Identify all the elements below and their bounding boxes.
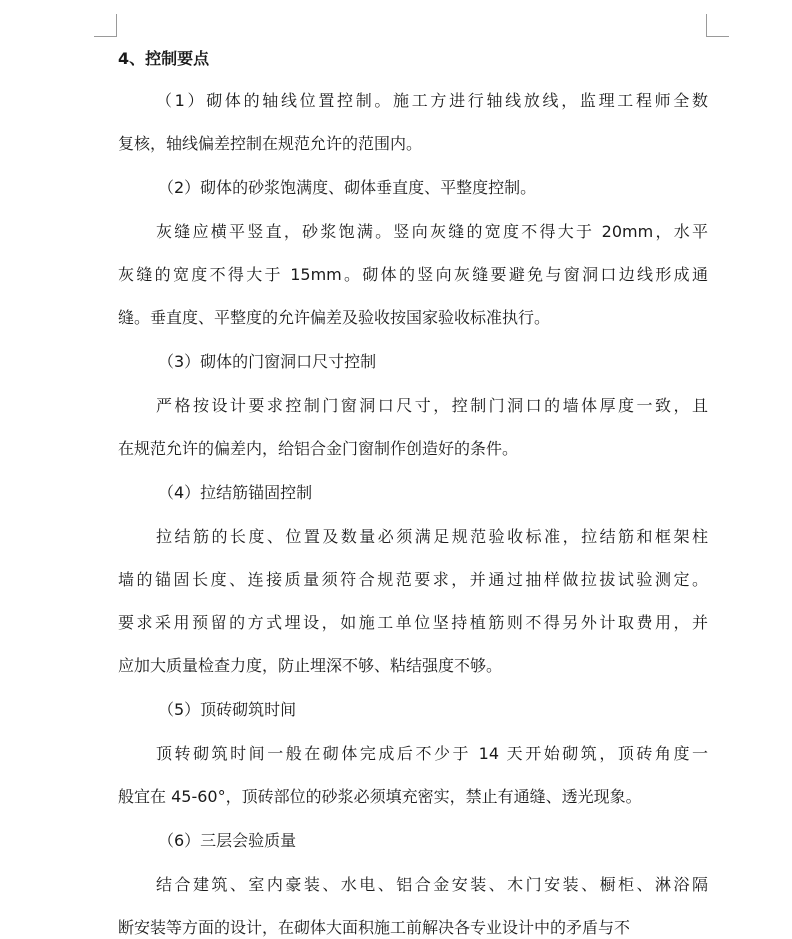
paragraph-line: 严格按设计要求控制门窗洞口尺寸，控制门洞口的墙体厚度一致，且 bbox=[156, 396, 708, 415]
paragraph-line: 灰缝应横平竖直，砂浆饱满。竖向灰缝的宽度不得大于 20mm，水平 bbox=[156, 222, 708, 241]
paragraph-line: （1）砌体的轴线位置控制。施工方进行轴线放线，监理工程师全数 bbox=[156, 91, 708, 110]
paragraph-line: 缝。垂直度、平整度的允许偏差及验收按国家验收标准执行。 bbox=[118, 308, 551, 327]
paragraph-line: 断安装等方面的设计，在砌体大面积施工前解决各专业设计中的矛盾与不 bbox=[118, 918, 631, 937]
paragraph-line: 结合建筑、室内豪装、水电、铝合金安装、木门安装、橱柜、淋浴隔 bbox=[156, 875, 708, 894]
paragraph-openings bbox=[118, 391, 708, 464]
subsection-title: （2）砌体的砂浆饱满度、砌体垂直度、平整度控制。 bbox=[158, 178, 537, 197]
paragraph-line: 应加大质量检查力度，防止埋深不够、粘结强度不够。 bbox=[118, 656, 503, 675]
paragraph-line: 拉结筋的长度、位置及数量必须满足规范验收标准，拉结筋和框架柱 bbox=[156, 527, 708, 546]
paragraph-line: 顶转砌筑时间一般在砌体完成后不少于 14 天开始砌筑，顶砖角度一 bbox=[156, 744, 708, 763]
subsection-title: （4）拉结筋锚固控制 bbox=[158, 483, 313, 502]
paragraph-top-brick bbox=[118, 739, 708, 812]
paragraph-tie-bars bbox=[118, 522, 708, 681]
margin-corner-mark-top-right bbox=[706, 14, 729, 37]
subsection-title: （6）三层会验质量 bbox=[158, 831, 297, 850]
paragraph-mortar-joints bbox=[118, 217, 708, 333]
paragraph-inspection bbox=[118, 870, 708, 939]
paragraph-line: 灰缝的宽度不得大于 15mm。砌体的竖向灰缝要避免与窗洞口边线形成通 bbox=[118, 265, 708, 284]
paragraph-line: 在规范允许的偏差内，给铝合金门窗制作创造好的条件。 bbox=[118, 439, 519, 458]
paragraph-line: 墙的锚固长度、连接质量须符合规范要求，并通过抽样做拉拔试验测定。 bbox=[118, 570, 708, 589]
paragraph-line: 要求采用预留的方式埋设，如施工单位坚持植筋则不得另外计取费用，并 bbox=[118, 613, 708, 632]
paragraph-axis-control bbox=[118, 86, 708, 159]
subsection-title: （3）砌体的门窗洞口尺寸控制 bbox=[158, 352, 377, 371]
paragraph-line: 般宜在 45-60°，顶砖部位的砂浆必须填充密实，禁止有通缝、透光现象。 bbox=[118, 787, 642, 806]
document-body bbox=[118, 44, 708, 939]
section-heading: 4、控制要点 bbox=[118, 49, 210, 68]
margin-corner-mark-top-left bbox=[94, 14, 117, 37]
paragraph-line: 复核，轴线偏差控制在规范允许的范围内。 bbox=[118, 134, 423, 153]
subsection-title: （5）顶砖砌筑时间 bbox=[158, 700, 297, 719]
